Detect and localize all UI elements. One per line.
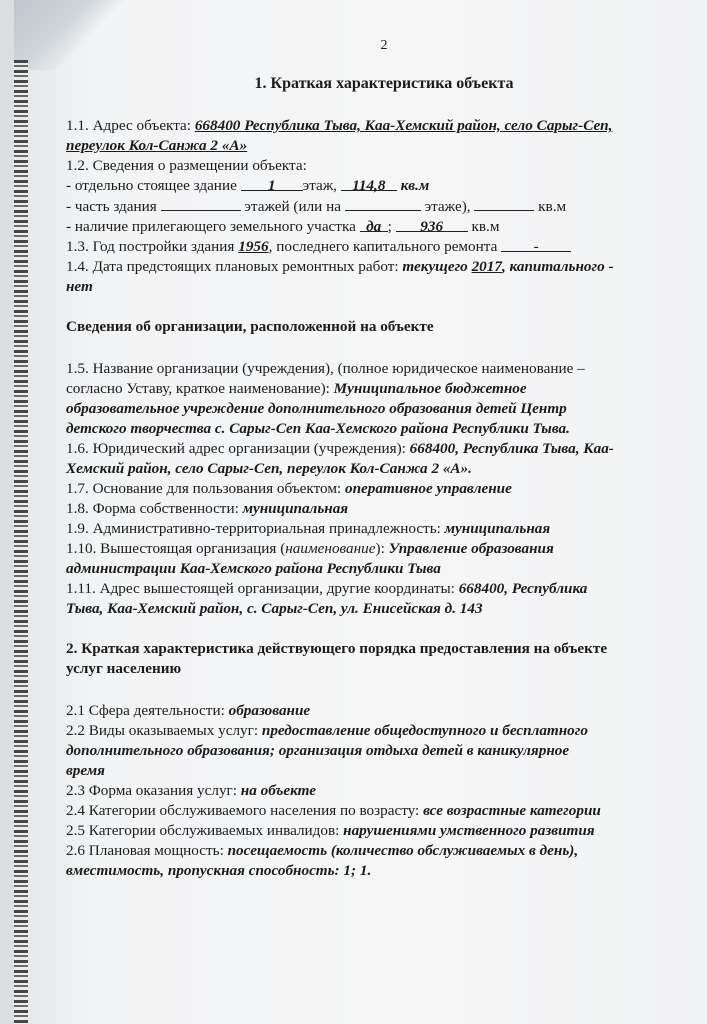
org-section-heading: Сведения об организации, расположенной на объекте xyxy=(66,318,434,335)
section-2-heading: 2. Краткая характеристика действующего порядка предоставления на объекте услуг населению xyxy=(66,640,608,677)
item-2-1: 2.1 Сфера деятельности: образование xyxy=(66,702,311,719)
section-1-title: 1. Краткая характеристика объекта xyxy=(254,75,514,92)
item-1-4: 1.4. Дата предстоящих плановых ремонтных работ: текущего 2017, капитального - xyxy=(66,258,614,275)
address-value: 668400 Республика Тыва, Каа-Хемский район, село Сарыг-Сеп, xyxy=(194,117,613,134)
land-line: - наличие прилегающего земельного участка да ; 936 кв.м xyxy=(66,218,500,235)
building-line: - отдельно стоящее здание 1 этаж, 114,8 кв.м xyxy=(66,177,430,194)
page-number: 2 xyxy=(380,38,388,53)
item-1-7: 1.7. Основание для пользования объектом: оперативное управление xyxy=(66,480,512,497)
binding-edge xyxy=(14,60,28,1024)
item-1-6: 1.6. Юридический адрес организации (учреждения): 668400, Республика Тыва, Каа- xyxy=(66,440,614,457)
item-1-2: 1.2. Сведения о размещении объекта: xyxy=(66,157,307,174)
part-building-line: - часть здания этажей (или на этаже), кв.м xyxy=(66,198,567,215)
item-1-3: 1.3. Год постройки здания 1956, последнего капитального ремонта - xyxy=(66,237,702,257)
item-2-4: 2.4 Категории обслуживаемого населения по возрасту: все возрастные категории xyxy=(66,802,601,819)
item-1-1: 1.1. Адрес объекта: 668400 Республика Тыва, Каа-Хемский район, село Сарыг-Сеп, xyxy=(66,117,613,134)
item-1-10: 1.10. Вышестоящая организация (наименование): Управление образования xyxy=(66,540,554,557)
item-1-9: 1.9. Административно-территориальная принадлежность: муниципальная xyxy=(66,520,551,537)
item-1-5: 1.5. Название организации (учреждения), (полное юридическое наименование – xyxy=(66,360,585,377)
item-1-8: 1.8. Форма собственности: муниципальная xyxy=(66,500,349,517)
item-2-5: 2.5 Категории обслуживаемых инвалидов: нарушениями умственного развития xyxy=(66,822,595,839)
item-1-11: 1.11. Адрес вышестоящей организации, другие координаты: 668400, Республика xyxy=(66,580,588,597)
item-2-3: 2.3 Форма оказания услуг: на объекте xyxy=(66,782,317,799)
item-2-2: 2.2 Виды оказываемых услуг: предоставление общедоступного и бесплатного xyxy=(66,722,588,739)
document-sheet xyxy=(14,0,707,1024)
item-2-6: 2.6 Плановая мощность: посещаемость (количество обслуживаемых в день), xyxy=(66,842,579,859)
document-body: 2 1. Краткая характеристика объекта 1.1. Адрес объекта: 668400 Республика Тыва, Каа-Хемский район, село Сарыг-Сеп, переулок Кол-Санжа 2 «А» 1.2. Сведения о размещении объекта: - отдельно стоящее здание 1 этаж, 114,8 кв.м - часть здания этажей (или на этаже), кв.м - наличие прилегающего земельного участка да ; 936 кв.м 1.3. Год постройки здания 1956, последнего капитального ремонта - 1.4. Дата предстоящих плановых ремонтных работ: текущего 2017, капитального - нет Сведения об организации, расположенной на объекте 1.5. Название организации (учреждения), (полное юридическое наименование – согласно Уставу, краткое наименование): Муниципальное бюджетное образовательное учреждение дополнительного образования детей Центр детского творчества с. Сарыг-Сеп Каа-Хемского района Республики Тыва. 1.6. Юридический адрес организации (учреждения): 668400, Республика Тыва, Каа- Хемский район, село Сарыг-Сеп, переулок Кол-Санжа 2 «А». 1.7. Основание для пользования объектом: оперативное управление 1.8. Форма собственности: муниципальная 1.9. Административно-территориальная принадлежность: муниципальная 1.10. Вышестоящая организация (наименование): Управление образования администрации Каа-Хемского района Республики Тыва 1.11. Адрес вышестоящей организации, другие координаты: 668400, Республика Тыва, Каа-Хемский район, с. Сарыг-Сеп, ул. Енисейская д. 143 2. Краткая характеристика действующего порядка предоставления на объекте услуг населению 2.1 Сфера деятельности: образование 2.2 Виды оказываемых услуг: предоставление общедоступного и бесплатного дополнительного образования; организация отдыха детей в каникулярное время 2.3 Форма оказания услуг: на объекте 2.4 Категории обслуживаемого населения по возрасту: все возрастные категории 2.5 Категории обслуживаемых инвалидов: нарушениями умственного развития 2.6 Плановая мощность: посещаемость (количество обслуживаемых в день), вместимость, пропускная способность: 1; 1. xyxy=(66,30,702,881)
